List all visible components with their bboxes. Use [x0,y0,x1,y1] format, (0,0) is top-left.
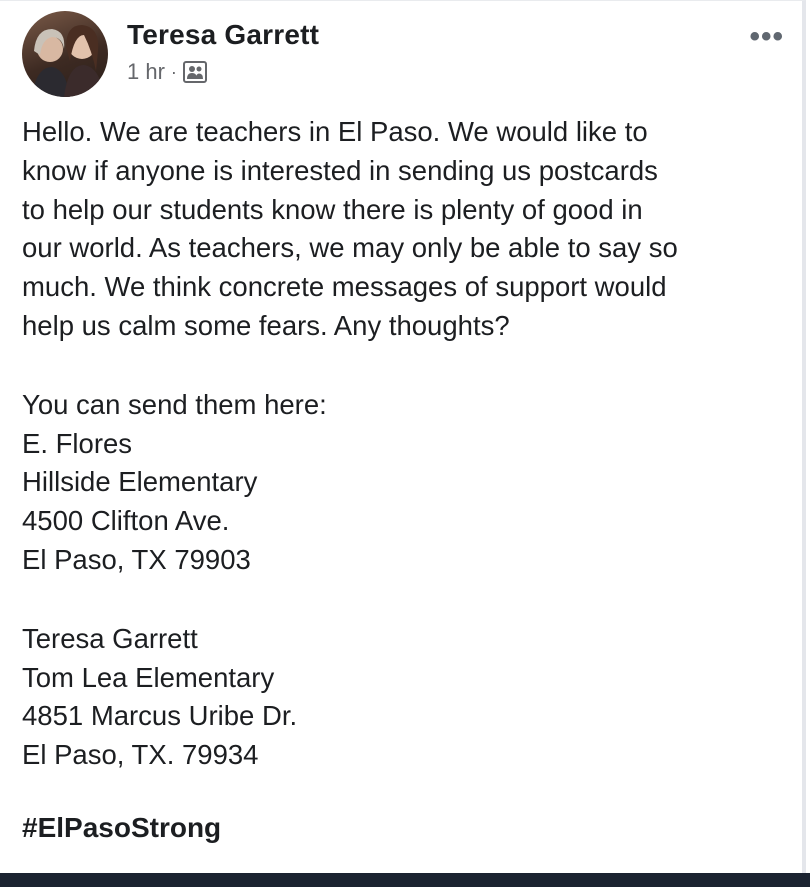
more-options-button[interactable]: ••• [749,20,784,53]
timestamp[interactable]: 1 hr [127,59,165,84]
paragraph-gap [22,346,782,386]
address-intro: You can send them here: [22,388,327,420]
paragraph-gap [22,580,782,620]
bottom-bar [0,873,810,887]
avatar[interactable] [22,11,108,97]
post-header [22,11,792,101]
hashtag-link[interactable]: #ElPasoStrong [22,812,222,843]
meta-separator: · [170,61,177,82]
post-meta [127,59,207,85]
friends-icon[interactable] [183,61,207,83]
address-block-1: E. Flores Hillside Elementary 4500 Clifton Ave. El Paso, TX 79903 [22,427,258,575]
address-block-2: Teresa Garrett Tom Lea Elementary 4851 Marcus Uribe Dr. El Paso, TX. 79934 [22,622,298,771]
post-body [22,113,782,775]
avatar-photo-icon [22,11,108,97]
author-name[interactable]: Teresa Garrett [127,19,320,50]
post-message: Hello. We are teachers in El Paso. We would like to know if anyone is interested in sending us postcards to help our students know there is plenty of good in our world. As teachers, we may only be able to say so much. We think concrete messages of support would help us calm some fears. Any thoughts? [22,116,678,341]
